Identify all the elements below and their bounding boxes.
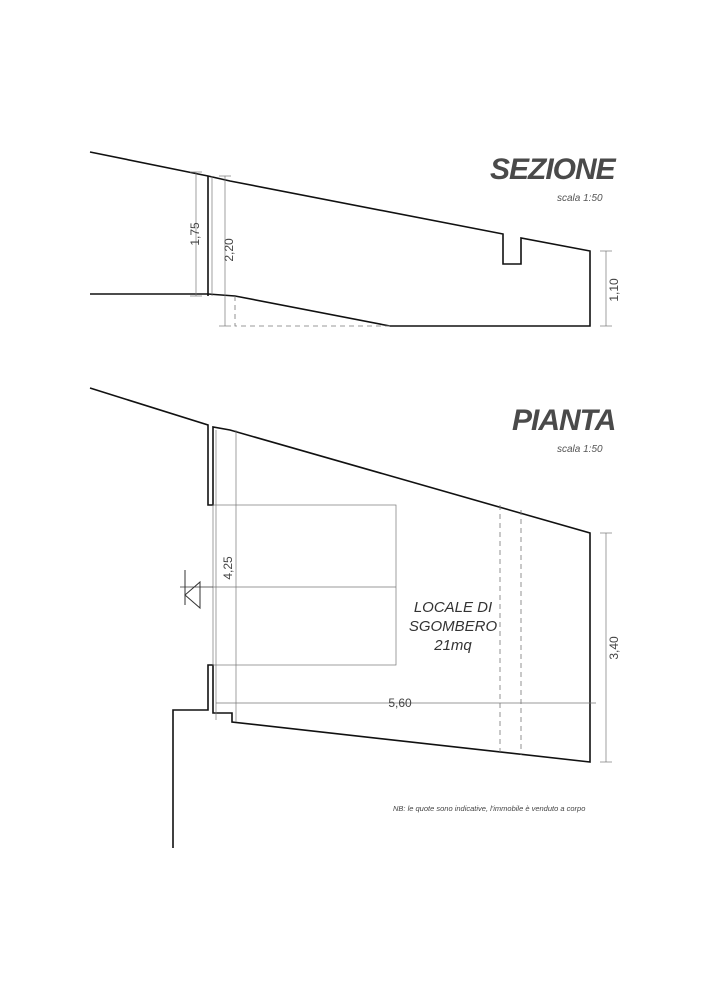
section-title: SEZIONE [490,153,615,186]
dim-label-340: 3,40 [607,636,621,660]
room-area: 21mq [434,637,472,654]
room-name-line2: SGOMBERO [408,618,498,635]
dim-label-110: 1,10 [607,278,621,302]
plan-title: PIANTA [512,404,616,437]
plan-outline [90,388,590,848]
dim-label-220: 2,20 [222,238,236,262]
section-marker-icon [185,582,200,608]
plan-scale: scala 1:50 [557,444,603,455]
dim-label-425: 4,25 [221,556,235,580]
room-label [398,598,508,655]
section-scale: scala 1:50 [557,193,603,204]
disclaimer-note: NB: le quote sono indicative, l'immobile è venduto a corpo [393,804,586,813]
plan-room-rect [213,505,396,665]
room-name-line1: LOCALE DI [413,599,493,616]
dim-label-175: 1,75 [188,222,202,246]
plan-drawing [90,388,621,848]
dim-label-560: 5,60 [388,696,412,710]
